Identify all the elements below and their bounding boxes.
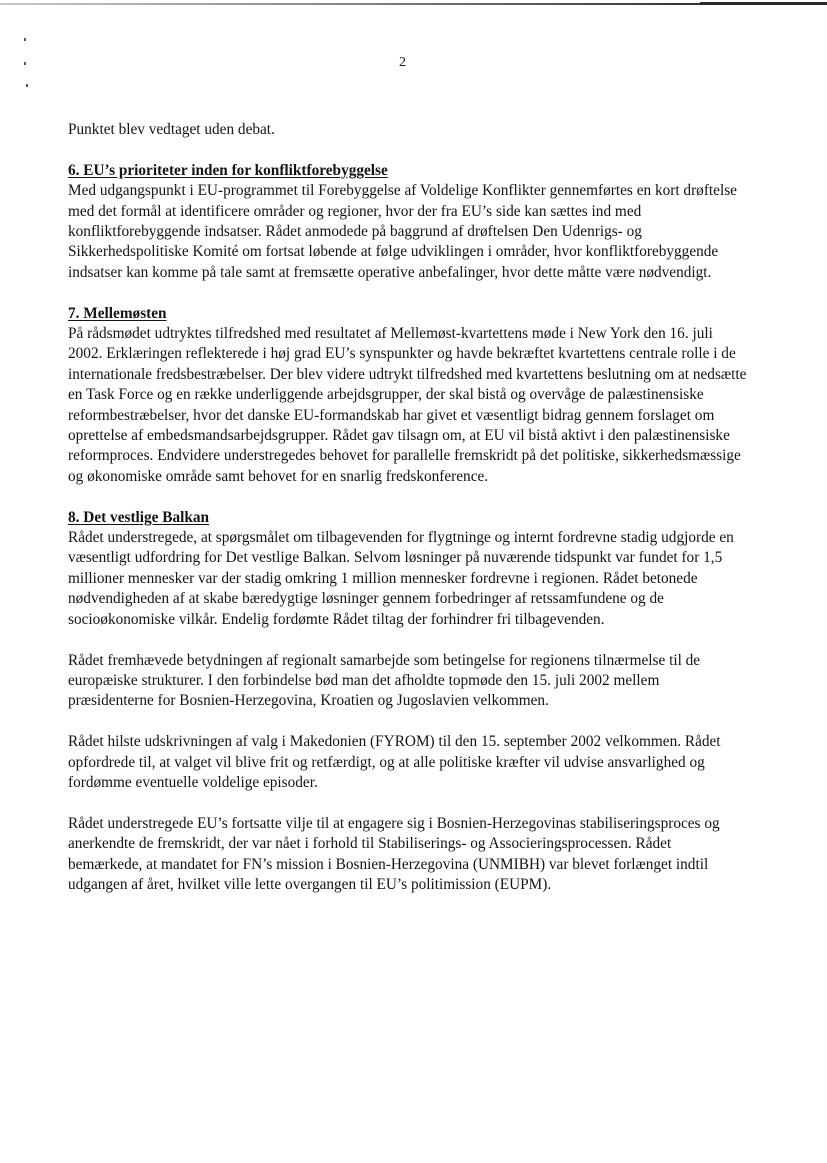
body-paragraph: Rådet hilste udskrivningen af valg i Makedonien (FYROM) til den 15. september 2002 velkommen. Rådet opfordrede til, at valget vil blive frit og retfærdigt, og at alle politiske kræfter vil udvise ansvarlighed og fordømme eventuelle voldelige episoder. [68,733,721,791]
intro-paragraph: Punktet blev vedtaget uden debat. [68,121,275,138]
section-western-balkans [68,508,748,896]
scan-margin-mark [24,38,26,41]
body-paragraph: Rådet understregede, at spørgsmålet om tilbagevenden for flygtninge og internt fordrevne stadig udgjorde en væsentligt udfordring for Det vestlige Balkan. Selvom løsninger på nuværende tidspunkt var fundet for 1,5 millioner mennesker var der stadig omkring 1 million mennesker fordrevne i regionen. Rådet betonede nødvendigheden af at skabe bæredygtige løsninger gennem forbedringer af retssamfundene og de socioøkonomiske vilkår. Endelig fordømte Rådet tiltag der forhindrer fri tilbagevenden. [68,529,734,628]
document-body [68,120,748,895]
section-heading: 6. EU’s prioriteter inden for konfliktforebyggelse [68,161,388,179]
body-paragraph: Med udgangspunkt i EU-programmet til Forebyggelse af Voldelige Konflikter gennemførtes en kort drøftelse med det formål at identificere områder og regioner, hvor der fra EU’s side kan sættes ind med konfliktforebyggende indsatser. Rådet anmodede på baggrund af drøftelsen Den Udenrigs- og Sikkerhedspolitiske Komité om fortsat løbende at følge udviklingen i områder, hvor konfliktforebyggende indsatser kan komme på tale samt at fremsætte operative anbefalinger, hvor dette måtte være nødvendigt. [68,182,737,281]
scan-margin-mark [26,84,28,87]
section-conflict-prevention [68,161,748,283]
body-paragraph: Rådet understregede EU’s fortsatte vilje til at engagere sig i Bosnien-Herzegovinas stabiliseringsproces og anerkendte de fremskridt, der var nået i forhold til Stabiliserings- og Associeringsprocessen. Rådet bemærkede, at mandatet for FN’s mission i Bosnien-Herzegovina (UNMIBH) var blevet forlænget indtil udgangen af året, hvilket ville lette overgangen til EU’s politimission (EUPM). [68,814,720,893]
page-number: 2 [399,55,406,70]
section-heading: 8. Det vestlige Balkan [68,508,210,526]
scan-margin-mark [24,62,26,65]
scan-top-rule-dark [700,2,827,5]
section-middle-east [68,304,748,488]
section-heading: 7. Mellemøsten [68,304,167,322]
body-paragraph: Rådet fremhævede betydningen af regionalt samarbejde som betingelse for regionens tilnærmelse til de europæiske strukturer. I den forbindelse bød man det afholdte topmøde den 15. juli 2002 mellem præsidenterne for Bosnien-Herzegovina, Kroatien og Jugoslavien velkommen. [68,651,701,710]
body-paragraph: På rådsmødet udtryktes tilfredshed med resultatet af Mellemøst-kvartettens møde i New York den 16. juli 2002. Erklæringen reflekterede i høj grad EU’s synspunkter og havde bekræftet kvartettens centrale rolle i de internationale fredsbestræbelser. Der blev videre udtrykt tilfredshed med kvartettens beslutning om at nedsætte en Task Force og en række underliggende arbejdsgrupper, der skal bistå og overvåge de palæstinensiske reformbestræbelser, hvor det danske EU-formandskab har givet et væsentligt bidrag gennem forslaget om oprettelse af embedsmandsarbejdsgrupper. Rådet gav tilsagn om, at EU vil bistå aktivt i den palæstinensiske reformproces. Endvidere understregedes behovet for parallelle fremskridt på det politiske, sikkerhedsmæssige og økonomiske område samt behovet for en snarlig fredskonference. [68,325,747,485]
